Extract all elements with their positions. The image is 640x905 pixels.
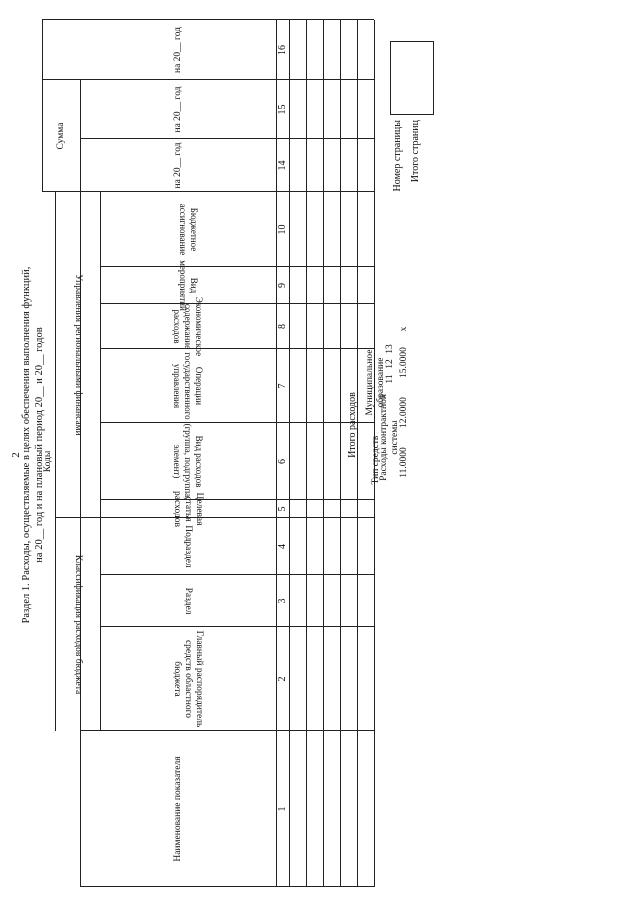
col-number-15: 15: [277, 104, 288, 115]
header-col-11: Тип средств: [370, 435, 381, 485]
fund-type-1: 11.0000: [398, 447, 409, 478]
header-col-13: Расходы контрактной системы: [379, 394, 400, 481]
header-col-9: Вид мероприятий: [178, 260, 199, 311]
page-number-label: Номер страницы: [392, 120, 403, 192]
col-number-6: 6: [277, 459, 288, 464]
col-number-7: 7: [277, 383, 288, 389]
header-col-7: Операции государственного управления: [172, 352, 205, 420]
page-count-box[interactable]: [390, 41, 434, 115]
col-number-10: 10: [277, 224, 288, 235]
header-col-4: Подраздел: [183, 525, 194, 568]
col-number-12: 12: [384, 359, 395, 369]
header-col-14: на 20__ год: [172, 142, 183, 189]
fund-type-block: [365, 235, 430, 485]
header-regional-finance: Управления региональными финансами: [73, 274, 83, 436]
col-number-5: 5: [277, 506, 288, 512]
title-line-1: Раздел 1. Расходы, осуществляемые в целях обеспечения выполнения функций,: [21, 266, 32, 624]
header-col-8: Экономическое содержание расходов: [172, 296, 205, 357]
title-line-2: на 20__ год и на плановый период 20__ и 20__ годов: [34, 327, 45, 563]
header-col-2: Главный распорядитель средств областного бюджета: [172, 630, 205, 728]
header-col-15: на 20__ год: [172, 86, 183, 133]
header-col-5: Целевая статья расходов: [172, 491, 205, 528]
header-col-10: Бюджетное ассигнование: [178, 203, 199, 256]
x-mark: x: [398, 326, 409, 332]
total-expenses-label: Итого расходов: [346, 392, 358, 458]
col-number-13: 13: [384, 344, 395, 354]
col-number-14: 14: [277, 160, 288, 171]
header-codes: Коды: [43, 450, 53, 473]
header-indicator: Наименование показателя: [172, 756, 183, 862]
header-col-12: Муниципальное образование: [365, 349, 386, 416]
total-pages-label: Итого страниц: [410, 120, 421, 183]
header-col-16: на 20__ год: [172, 26, 183, 74]
col-number-16: 16: [277, 45, 288, 55]
col-number-9: 9: [277, 283, 288, 288]
col-number-3: 3: [277, 598, 288, 604]
fund-type-2: 12.0000: [398, 397, 409, 428]
header-col-3: Раздел: [183, 587, 194, 615]
col-number-4: 4: [277, 544, 288, 549]
header-sum: Сумма: [55, 122, 66, 150]
header-budget-classification: Классификация расходов бюджета: [73, 554, 83, 695]
col-number-8: 8: [277, 324, 288, 329]
header-col-6: Вид расходов (группа, подгруппа, элемент): [172, 423, 205, 500]
col-number-1: 1: [277, 806, 288, 812]
col-number-11: 11: [384, 374, 395, 384]
page-number: 2: [10, 452, 22, 458]
fund-type-3: 15.0000: [398, 347, 409, 378]
col-number-2: 2: [277, 676, 288, 682]
